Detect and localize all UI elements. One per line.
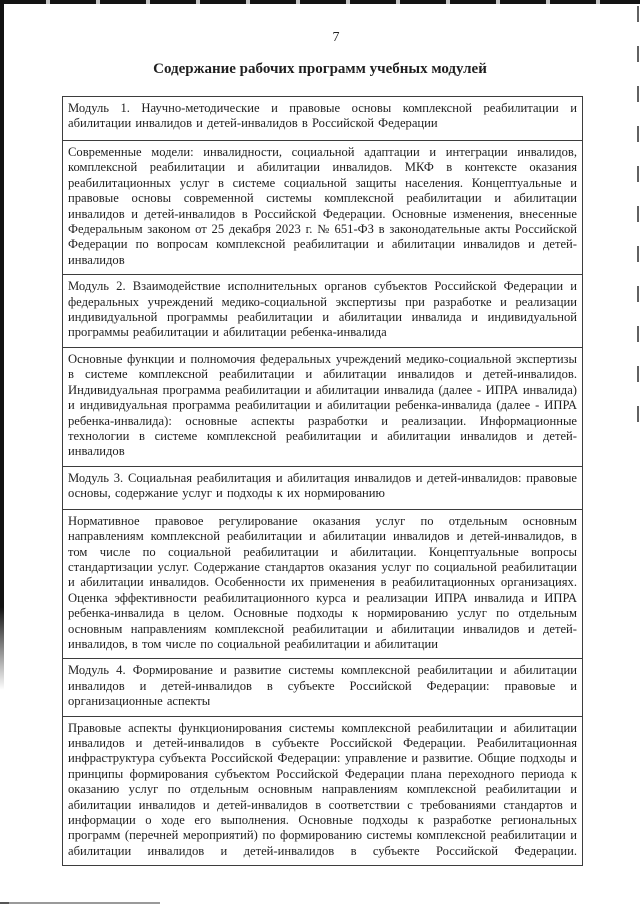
modules-table [62, 96, 583, 866]
table-row-module-4-content: Правовые аспекты функционирования системы комплексной реабилитации и абилитации инвалидов и детей-инвалидов в субъекте Российской Федерации. Реабилитационная инфраструктура субъекта Российской Федерации: управление и развитие. Общие подходы и принципы формирования субъектом Российской Федерации плана переходного периода к оказанию услуг по отдельным основным направлениям комплексной реабилитации и абилитации инвалидов и детей-инвалидов в соответствии с требованиями стандартов и информации о ходе его выполнения. Основные подходы к разработке региональных программ (перечней мероприятий) по формированию системы комплексной реабилитации и абилитации инвалидов и детей-инвалидов в субъекте Российской Федерации. [68, 720, 577, 858]
page-number: 7 [332, 30, 340, 45]
table-row-module-3-content: Нормативное правовое регулирование оказания услуг по отдельным основным направлениям комплексной реабилитации и абилитации инвалидов и детей-инвалидов, в том числе по социальной реабилитации и абилитации. Концептуальные вопросы стандартизации услуг. Содержание стандартов оказания услуг по социальной реабилитации и абилитации инвалидов. Особенности их применения в реабилитационных организациях. Оценка эффективности реабилитационного курса и реализации ИПРА инвалида и ИПРА ребенка-инвалида в целом. Основные подходы к нормированию услуг по отдельным основным направлениям комплексной реабилитации и абилитации инвалидов и детей-инвалидов, в том числе по социальной реабилитации и абилитации [63, 510, 582, 660]
scan-mark-bottom [0, 902, 160, 904]
scan-edge-top [0, 0, 640, 4]
table-row-module-1-content: Современные модели: инвалидности, социальной адаптации и интеграции инвалидов, комплексной реабилитации и абилитации инвалидов. МКФ в контексте оказания реабилитационных услуг в системе социальной защиты населения. Концептуальные и правовые основы современной системы комплексной реабилитации и абилитации инвалидов и детей-инвалидов в Российской Федерации. Основные изменения, внесенные Федеральным законом от 25 декабря 2023 г. № 651-ФЗ в законодательные акты Российской Федерации по вопросам комплексной реабилитации и абилитации инвалидов и детей-инвалидов [63, 141, 582, 275]
table-row-module-2-header: Модуль 2. Взаимодействие исполнительных органов субъектов Российской Федерации и федеральных учреждений медико-социальной экспертизы при разработке и реализации индивидуальной программы реабилитации и абилитации инвалида и индивидуальной программы реабилитации и абилитации ребенка-инвалида [63, 275, 582, 348]
scan-edge-left [0, 0, 4, 690]
table-row-module-2-content: Основные функции и полномочия федеральных учреждений медико-социальной экспертизы в системе комплексной реабилитации и абилитации инвалидов и детей-инвалидов. Индивидуальная программа реабилитации и абилитации инвалида (далее - ИПРА инвалида) и индивидуальная программа реабилитации и абилитации ребенка-инвалида (далее - ИПРА ребенка-инвалида): основные аспекты разработки и реализации. Информационные технологии в системе комплексной реабилитации и абилитации инвалидов и детей-инвалидов [63, 348, 582, 467]
table-row-module-4-header: Модуль 4. Формирование и развитие системы комплексной реабилитации и абилитации инвалидов и детей-инвалидов в субъекте Российской Федерации: правовые и организационные аспекты [63, 659, 582, 716]
table-row-module-1-header: Модуль 1. Научно-методические и правовые основы комплексной реабилитации и абилитации инвалидов и детей-инвалидов в Российской Федерации [63, 97, 582, 141]
table-row-module-3-header: Модуль 3. Социальная реабилитация и абилитация инвалидов и детей-инвалидов: правовые основы, содержание услуг и подходы к их нормированию [63, 467, 582, 510]
page-title: Содержание рабочих программ учебных модулей [153, 61, 487, 77]
